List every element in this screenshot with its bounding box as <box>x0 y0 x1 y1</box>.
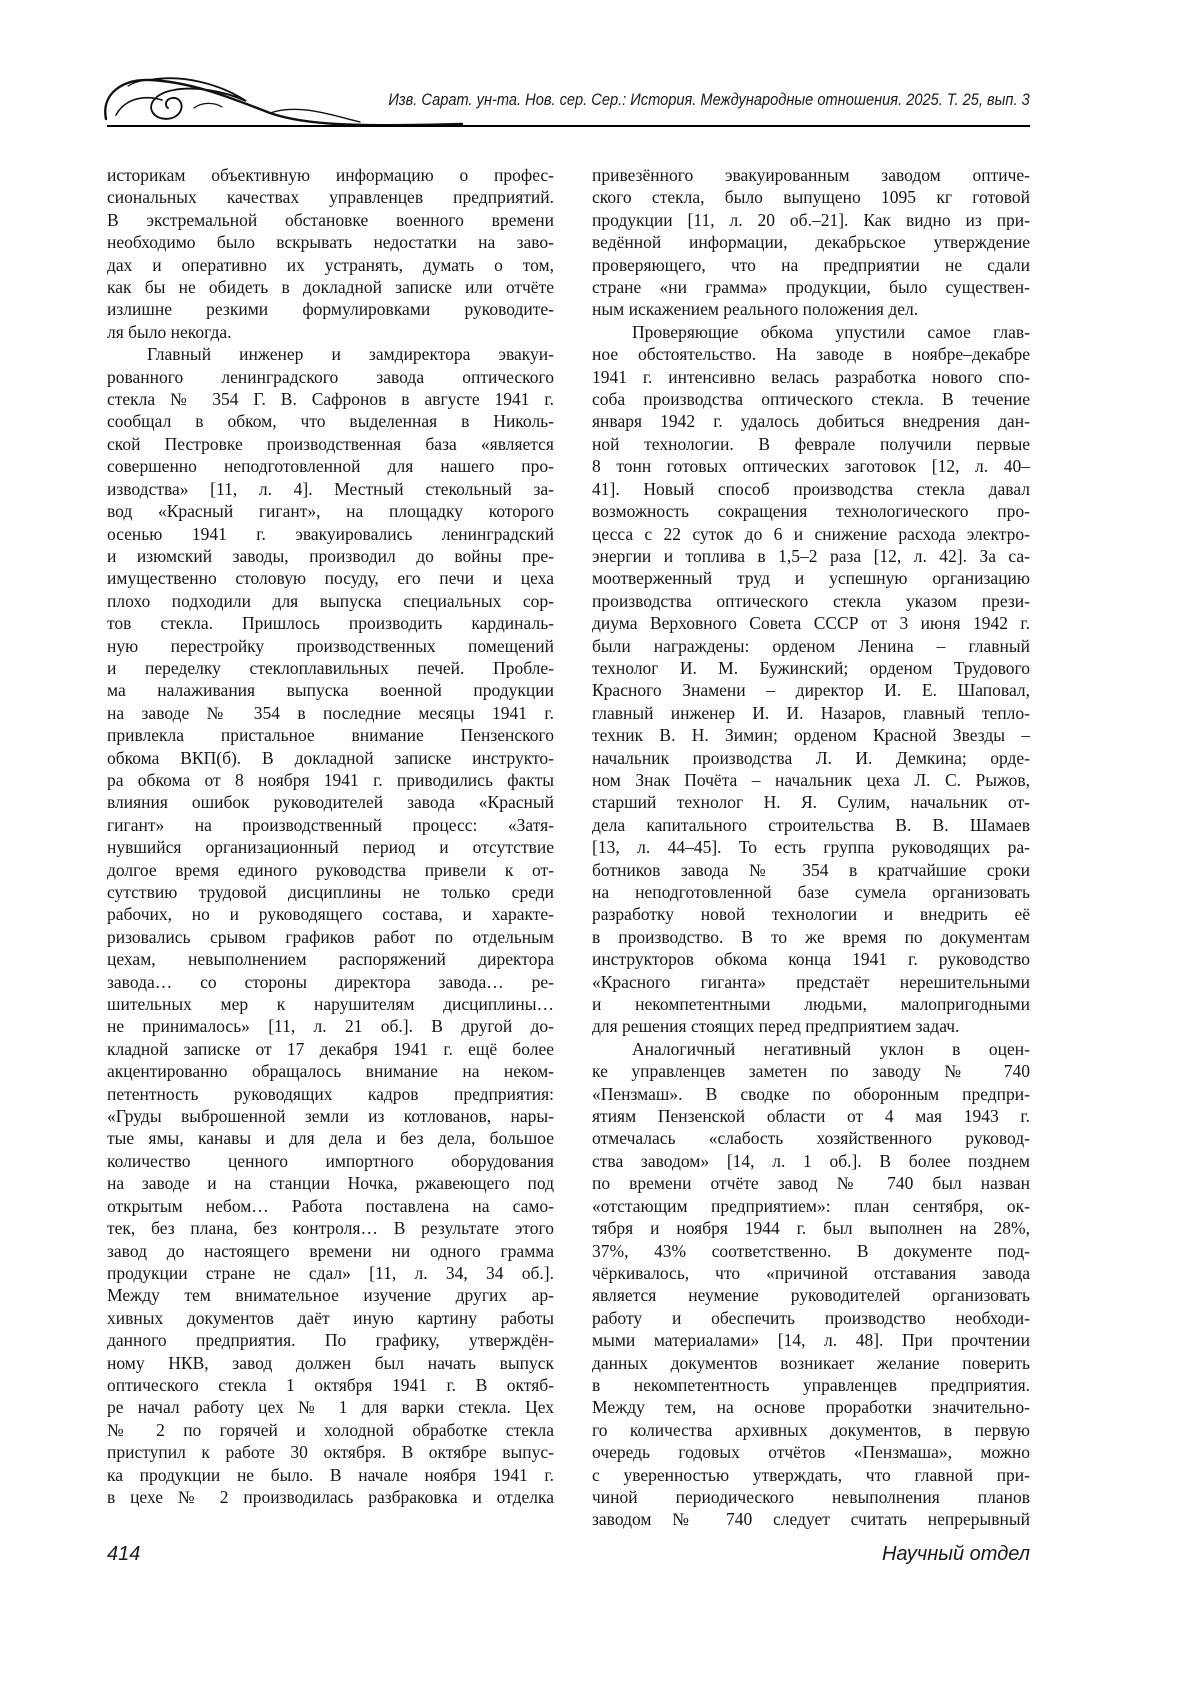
text-line: ского стекла, было выпущено 1095 кг готовой <box>592 187 1030 208</box>
text-line: оптического стекла 1 октября 1941 г. В октяб- <box>107 1374 554 1395</box>
text-line: В экстремальной обстановке военного времени <box>107 209 554 230</box>
text-line: ке управленцев заметен по заводу № 740 <box>592 1061 1030 1082</box>
text-line: изводства» [11, л. 4]. Местный стекольный за- <box>107 478 554 499</box>
text-line: обкома ВКП(б). В докладной записке инструкто- <box>107 747 554 768</box>
text-line: Красного Знамени – директор И. Е. Шаповал, <box>592 680 1030 701</box>
text-line: [13, л. 44–45]. То есть группа руководящих ра- <box>592 837 1030 858</box>
text-line: ля было некогда. <box>107 321 232 342</box>
text-line: Аналогичный негативный уклон в оцен- <box>632 1038 1030 1059</box>
text-line: цесса с 22 суток до 6 и снижение расхода электро- <box>592 523 1030 544</box>
text-line: стекла № 354 Г. В. Сафронов в августе 1941 г. <box>107 389 554 410</box>
text-line: производства оптического стекла указом прези- <box>592 590 1030 611</box>
text-line: чёркивалось, что «причиной отставания завода <box>592 1262 1030 1283</box>
text-line: Между тем, на основе проработки значительно- <box>592 1397 1030 1418</box>
text-line: ризовались срывом графиков работ по отдельным <box>107 926 554 947</box>
text-line: в цехе № 2 производилась разбраковка и отделка <box>107 1486 554 1507</box>
text-line: 41]. Новый способ производства стекла давал <box>592 478 1030 499</box>
text-line: на неподготовленной базе сумела организовать <box>592 882 1030 902</box>
text-line: очередь годовых отчётов «Пензмаша», можно <box>592 1442 1030 1463</box>
text-line: Проверяющие обкома упустили самое глав- <box>632 321 1030 342</box>
text-line: привезённого эвакуированным заводом оптиче- <box>592 165 1030 185</box>
text-line: данного предприятия. По графику, утверждён- <box>107 1330 554 1351</box>
text-line: технолог И. М. Бужинский; орденом Трудового <box>592 657 1030 678</box>
text-line: завод до настоящего времени ни одного грамма <box>107 1240 554 1261</box>
text-line: гигант» на производственный процесс: «Затя- <box>107 814 554 835</box>
text-line: отмечалась «слабость хозяйственного руковод- <box>592 1128 1030 1149</box>
text-line: ства заводом» [14, л. 1 об.]. В более позднем <box>592 1150 1030 1171</box>
text-line: 1941 г. интенсивно велась разработка нового спо- <box>592 366 1030 387</box>
text-line: ному НКВ, завод должен был начать выпуск <box>107 1352 554 1373</box>
text-line: «Пензмаш». В сводке по оборонным предпри- <box>592 1083 1030 1104</box>
text-line: петентность руководящих кадров предприятия: <box>107 1083 554 1104</box>
text-line: тые ямы, канавы и для дела и без дела, большое <box>107 1128 554 1149</box>
text-line: приступил к работе 30 октября. В октябре выпус- <box>107 1442 554 1463</box>
text-line: на заводе и на станции Ночка, ржавеющего под <box>107 1173 554 1194</box>
text-line: техник В. Н. Зимин; орденом Красной Звезды – <box>592 725 1030 746</box>
text-line: привлекла пристальное внимание Пензенского <box>107 725 554 746</box>
text-line: ра обкома от 8 ноября 1941 г. приводились факты <box>107 769 554 790</box>
text-line: и переделку стеклоплавильных печей. Пробле- <box>107 657 554 678</box>
text-line: рабочих, но и руководящего состава, и характе- <box>107 904 554 925</box>
text-line: тов стекла. Пришлось производить кардиналь- <box>107 613 554 634</box>
text-line: по времени отчёте завод № 740 был назван <box>592 1173 1030 1194</box>
text-line: «Груды выброшенной земли из котлованов, нары- <box>107 1106 554 1127</box>
text-line: в производство. В то же время по документам <box>592 926 1030 947</box>
text-line: проверяющего, что на предприятии не сдали <box>592 254 1030 275</box>
text-line: стране «ни грамма» продукции, было существен- <box>592 277 1030 298</box>
text-line: как бы не обидеть в докладной записке или отчёте <box>107 277 554 298</box>
text-line: го количества архивных документов, в первую <box>592 1419 1030 1440</box>
text-line: является неумение руководителей организовать <box>592 1285 1030 1306</box>
text-line: ном Знак Почёта – начальник цеха Л. С. Рыжов, <box>592 769 1030 790</box>
text-line: 37%, 43% соответственно. В документе под- <box>592 1240 1030 1261</box>
text-line: Между тем внимательное изучение других ар- <box>107 1285 554 1306</box>
text-line: тек, без плана, без контроля… В результате этого <box>107 1218 554 1239</box>
text-line: возможность сокращения технологического про- <box>592 501 1030 522</box>
text-line: с уверенностью утверждать, что главной при- <box>592 1464 1030 1485</box>
text-line: тября и ноября 1944 г. был выполнен на 28%, <box>592 1218 1030 1239</box>
text-line: ре начал работу цех № 1 для варки стекла. Цех <box>107 1397 554 1418</box>
text-line: сутствию трудовой дисциплины не только среди <box>107 882 554 902</box>
text-line: открытым небом… Работа поставлена на само- <box>107 1195 554 1216</box>
text-line: имущественно столовую посуду, его печи и цеха <box>107 568 554 589</box>
text-line: ную перестройку производственных помещений <box>107 635 554 656</box>
text-line: заводом № 740 следует считать непрерывный <box>592 1509 1030 1530</box>
text-line: сиональных качествах управленцев предприятий. <box>107 187 554 208</box>
text-line: завода… со стороны директора завода… ре- <box>107 971 554 992</box>
text-line: «Красного гиганта» предстаёт нерешительными <box>592 971 1030 992</box>
text-line: совершенно неподготовленной для нашего про- <box>107 456 554 477</box>
text-line: ным искажением реального положения дел. <box>592 299 919 320</box>
text-line: вод «Красный гигант», на площадку которого <box>107 501 554 522</box>
text-line: соба производства оптического стекла. В течение <box>592 389 1030 410</box>
text-line: плохо подходили для выпуска специальных сор- <box>107 590 554 611</box>
text-line: января 1942 г. удалось добиться внедрения дан- <box>592 411 1030 432</box>
text-line: данных документов возникает желание поверить <box>592 1352 1030 1373</box>
text-line: продукции [11, л. 20 об.–21]. Как видно из при- <box>592 209 1030 230</box>
text-line: старший технолог Н. Я. Сулим, начальник от- <box>592 792 1030 813</box>
text-column-right <box>592 164 1030 1531</box>
text-line: разработку новой технологии и внедрить её <box>592 904 1030 925</box>
text-line: хивных документов даёт иную картину работы <box>107 1307 554 1328</box>
text-line: начальник производства Л. И. Демкина; орде- <box>592 747 1030 768</box>
text-line: для решения стоящих перед предприятием задач. <box>592 1016 960 1037</box>
text-line: количество ценного импортного оборудования <box>107 1150 554 1171</box>
text-line: чиной периодического невыполнения планов <box>592 1486 1030 1507</box>
text-line: рованного ленинградского завода оптического <box>107 366 554 387</box>
text-line: на заводе № 354 в последние месяцы 1941 г. <box>107 702 554 723</box>
text-line: дах и оперативно их устранять, думать о том, <box>107 254 554 275</box>
text-line: сообщал в обком, что выделенная в Николь- <box>107 411 554 432</box>
text-line: ка продукции не было. В начале ноября 1941 г. <box>107 1464 554 1485</box>
text-line: 8 тонн готовых оптических заготовок [12, л. 40– <box>592 456 1030 477</box>
text-line: работу и обеспечить производство необходи- <box>592 1307 1030 1328</box>
text-line: историкам объективную информацию о профес- <box>107 165 554 185</box>
text-line: ведённой информации, декабрьское утверждение <box>592 232 1030 253</box>
page-number: 414 <box>107 1543 141 1565</box>
text-line: долгое время единого руководства привели к от- <box>107 859 554 880</box>
text-line: инструкторов обкома конца 1941 г. руководство <box>592 949 1030 970</box>
text-line: не принималось» [11, л. 21 об.]. В другой до- <box>107 1016 554 1037</box>
text-line: ботников завода № 354 в кратчайшие сроки <box>592 859 1030 880</box>
text-column-left <box>107 164 554 1508</box>
text-line: кладной записке от 17 декабря 1941 г. ещё более <box>107 1038 554 1059</box>
text-line: мыми материалами» [14, л. 48]. При прочтении <box>592 1330 1030 1351</box>
text-line: ятиям Пензенской области от 4 мая 1943 г. <box>592 1106 1030 1127</box>
text-line: энергии и топлива в 1,5–2 раза [12, л. 42]. За са- <box>592 545 1030 566</box>
text-line: ской Пестровке производственная база «является <box>107 433 554 454</box>
text-line: № 2 по горячей и холодной обработке стекла <box>107 1419 554 1440</box>
text-line: осенью 1941 г. эвакуировались ленинградский <box>107 523 554 544</box>
text-line: излишне резкими формулировками руководите- <box>107 299 554 320</box>
text-line: и некомпетентными людьми, малопригодными <box>592 994 1030 1015</box>
text-line: «отстающим предприятием»: план сентября, ок- <box>592 1195 1030 1216</box>
text-line: шительных мер к нарушителям дисциплины… <box>107 994 554 1015</box>
text-line: дела капитального строительства В. В. Шамаев <box>592 814 1030 835</box>
text-line: Главный инженер и замдиректора эвакуи- <box>147 344 554 365</box>
text-line: главный инженер И. И. Назаров, главный тепло- <box>592 702 1030 723</box>
text-line: в некомпетентность управленцев предприятия. <box>592 1374 1030 1395</box>
text-line: и изюмский заводы, производил до войны пре- <box>107 545 554 566</box>
journal-header-line: Изв. Сарат. ун-та. Нов. сер. Сер.: История. Международные отношения. 2025. Т. 25, вып. 3 <box>388 90 1030 109</box>
text-line: моотверженный труд и успешную организацию <box>592 568 1030 589</box>
text-line: необходимо было вскрывать недостатки на заво- <box>107 232 554 253</box>
text-line: диума Верховного Совета СССР от 3 июня 1942 г. <box>592 613 1030 634</box>
text-line: нувшийся организационный период и отсутствие <box>107 837 554 858</box>
text-line: ной технологии. В феврале получили первые <box>592 433 1030 454</box>
text-line: цехам, невыполнением распоряжений директора <box>107 949 554 970</box>
text-line: ма налаживания выпуска военной продукции <box>107 680 554 701</box>
text-line: акцентированно обращалось внимание на неком- <box>107 1061 554 1082</box>
text-line: влияния ошибок руководителей завода «Красный <box>107 792 554 813</box>
text-line: ное обстоятельство. На заводе в ноябре–декабре <box>592 344 1030 365</box>
footer-section-label: Научный отдел <box>881 1543 1030 1565</box>
text-line: были награждены: орденом Ленина – главный <box>592 635 1030 656</box>
header-rule <box>107 125 1030 127</box>
text-line: продукции стране не сдал» [11, л. 34, 34 об.]. <box>107 1262 554 1283</box>
